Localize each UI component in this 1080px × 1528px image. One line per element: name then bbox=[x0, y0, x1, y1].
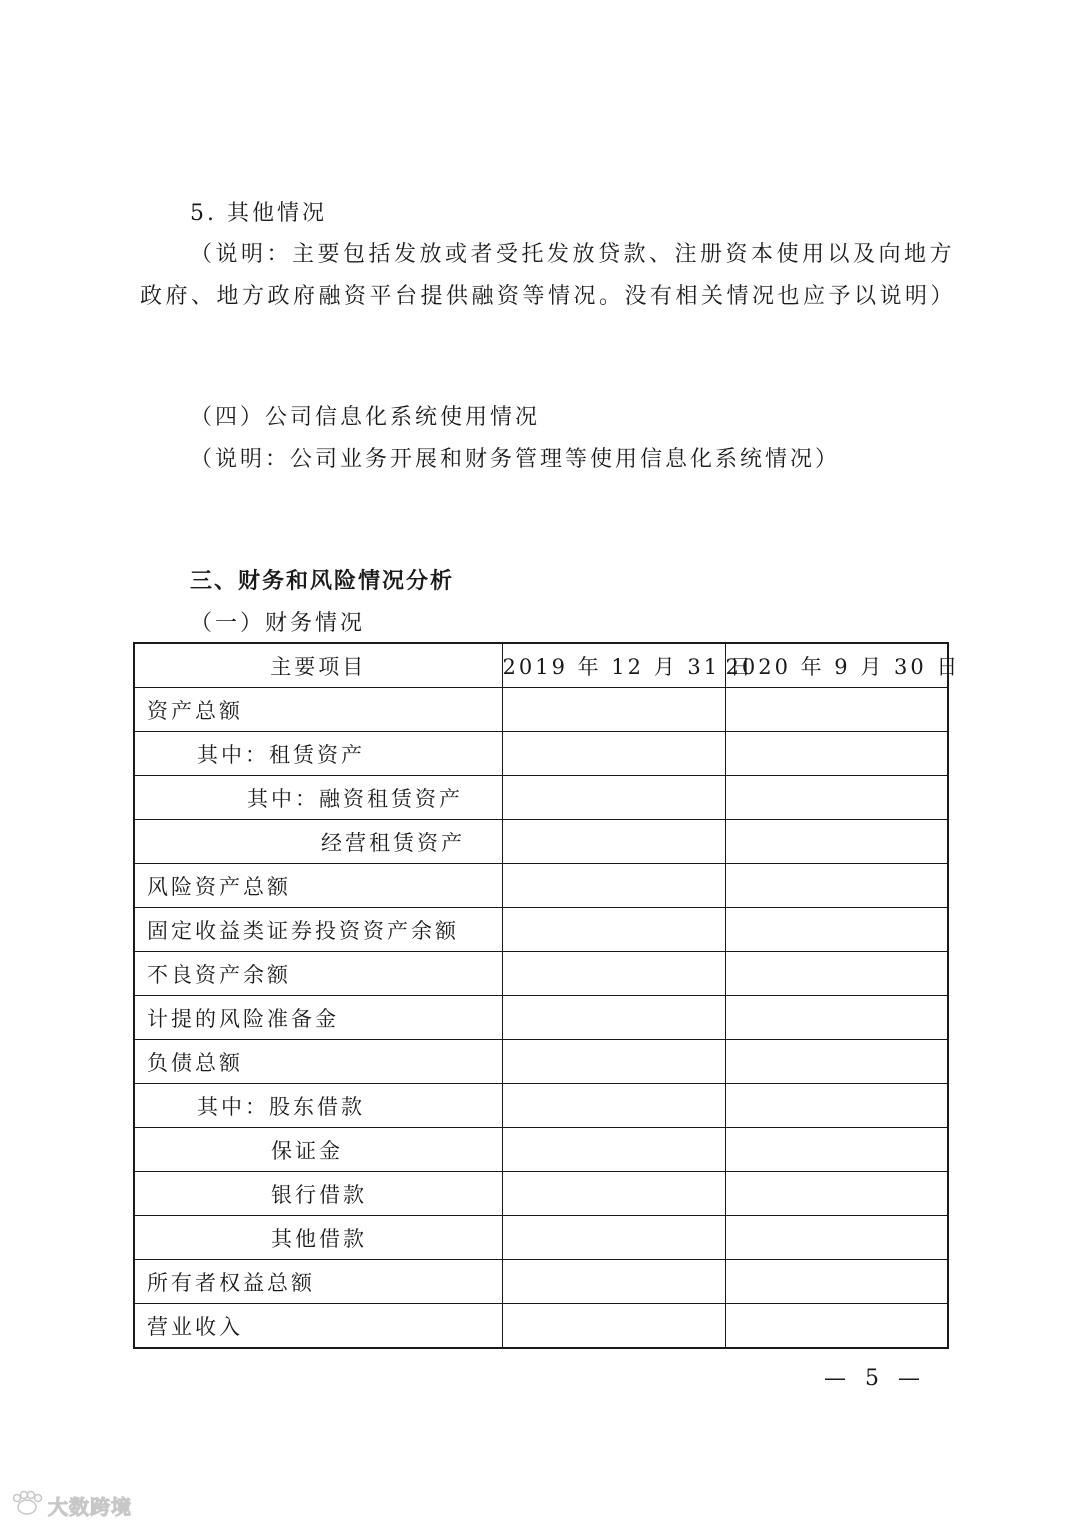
table-row bbox=[134, 1260, 948, 1304]
table-row bbox=[134, 776, 948, 820]
table-row bbox=[134, 996, 948, 1040]
value-cell[interactable] bbox=[502, 1040, 725, 1084]
section-5-note-line-1: （说明：主要包括发放或者受托发放贷款、注册资本使用以及向地方 bbox=[190, 242, 956, 267]
row-label: 营业收入 bbox=[134, 1304, 502, 1349]
table-row bbox=[134, 908, 948, 952]
value-cell[interactable] bbox=[725, 952, 948, 996]
value-cell[interactable] bbox=[502, 1084, 725, 1128]
table-row bbox=[134, 1172, 948, 1216]
value-cell[interactable] bbox=[502, 908, 725, 952]
row-label: 资产总额 bbox=[134, 688, 502, 732]
paw-logo-icon bbox=[10, 1490, 44, 1520]
table-header-row bbox=[134, 643, 948, 688]
row-label: 所有者权益总额 bbox=[134, 1260, 502, 1304]
section-5-heading: 5. 其他情况 bbox=[190, 201, 327, 226]
header-2019-12-31: 2019 年 12 月 31 日 bbox=[502, 643, 725, 688]
value-cell[interactable] bbox=[725, 1084, 948, 1128]
header-2020-09-30: 2020 年 9 月 30 日 bbox=[725, 643, 948, 688]
section-3-heading: 三、财务和风险情况分析 bbox=[190, 569, 455, 594]
row-label: 其中：股东借款 bbox=[134, 1084, 502, 1128]
value-cell[interactable] bbox=[725, 1172, 948, 1216]
row-label: 经营租赁资产 bbox=[134, 820, 502, 864]
value-cell[interactable] bbox=[725, 996, 948, 1040]
table-row bbox=[134, 820, 948, 864]
value-cell[interactable] bbox=[725, 864, 948, 908]
table-row bbox=[134, 952, 948, 996]
table-row bbox=[134, 864, 948, 908]
value-cell[interactable] bbox=[725, 1040, 948, 1084]
table-row bbox=[134, 1084, 948, 1128]
watermark-text: 大数跨境 bbox=[48, 1494, 132, 1519]
section-5-note-line-2: 政府、地方政府融资平台提供融资等情况。没有相关情况也应予以说明） bbox=[140, 284, 957, 309]
row-label: 风险资产总额 bbox=[134, 864, 502, 908]
table-row bbox=[134, 1304, 948, 1349]
value-cell[interactable] bbox=[725, 732, 948, 776]
value-cell[interactable] bbox=[725, 1260, 948, 1304]
value-cell[interactable] bbox=[502, 732, 725, 776]
value-cell[interactable] bbox=[725, 688, 948, 732]
value-cell[interactable] bbox=[502, 820, 725, 864]
table-row bbox=[134, 1128, 948, 1172]
value-cell[interactable] bbox=[502, 1128, 725, 1172]
row-label: 固定收益类证券投资资产余额 bbox=[134, 908, 502, 952]
row-label: 其中：融资租赁资产 bbox=[134, 776, 502, 820]
page-number: — 5 — bbox=[824, 1366, 926, 1391]
value-cell[interactable] bbox=[502, 1304, 725, 1349]
table-row bbox=[134, 732, 948, 776]
value-cell[interactable] bbox=[502, 1260, 725, 1304]
table-row bbox=[134, 688, 948, 732]
section-4-note: （说明：公司业务开展和财务管理等使用信息化系统情况） bbox=[190, 447, 841, 472]
value-cell[interactable] bbox=[725, 820, 948, 864]
value-cell[interactable] bbox=[725, 1128, 948, 1172]
value-cell[interactable] bbox=[502, 776, 725, 820]
value-cell[interactable] bbox=[502, 688, 725, 732]
value-cell[interactable] bbox=[502, 996, 725, 1040]
row-label: 保证金 bbox=[134, 1128, 502, 1172]
table-row bbox=[134, 1216, 948, 1260]
section-4-heading: （四）公司信息化系统使用情况 bbox=[190, 405, 541, 430]
value-cell[interactable] bbox=[725, 908, 948, 952]
value-cell[interactable] bbox=[502, 1172, 725, 1216]
value-cell[interactable] bbox=[725, 1216, 948, 1260]
section-3-subheading: （一）财务情况 bbox=[190, 611, 366, 636]
row-label: 不良资产余额 bbox=[134, 952, 502, 996]
header-main-items: 主要项目 bbox=[134, 643, 502, 688]
value-cell[interactable] bbox=[502, 952, 725, 996]
watermark bbox=[10, 1490, 132, 1520]
row-label: 其他借款 bbox=[134, 1216, 502, 1260]
value-cell[interactable] bbox=[502, 864, 725, 908]
value-cell[interactable] bbox=[725, 1304, 948, 1349]
row-label: 其中：租赁资产 bbox=[134, 732, 502, 776]
row-label: 计提的风险准备金 bbox=[134, 996, 502, 1040]
row-label: 银行借款 bbox=[134, 1172, 502, 1216]
value-cell[interactable] bbox=[502, 1216, 725, 1260]
financial-table bbox=[133, 642, 961, 1349]
row-label: 负债总额 bbox=[134, 1040, 502, 1084]
value-cell[interactable] bbox=[725, 776, 948, 820]
table-row bbox=[134, 1040, 948, 1084]
